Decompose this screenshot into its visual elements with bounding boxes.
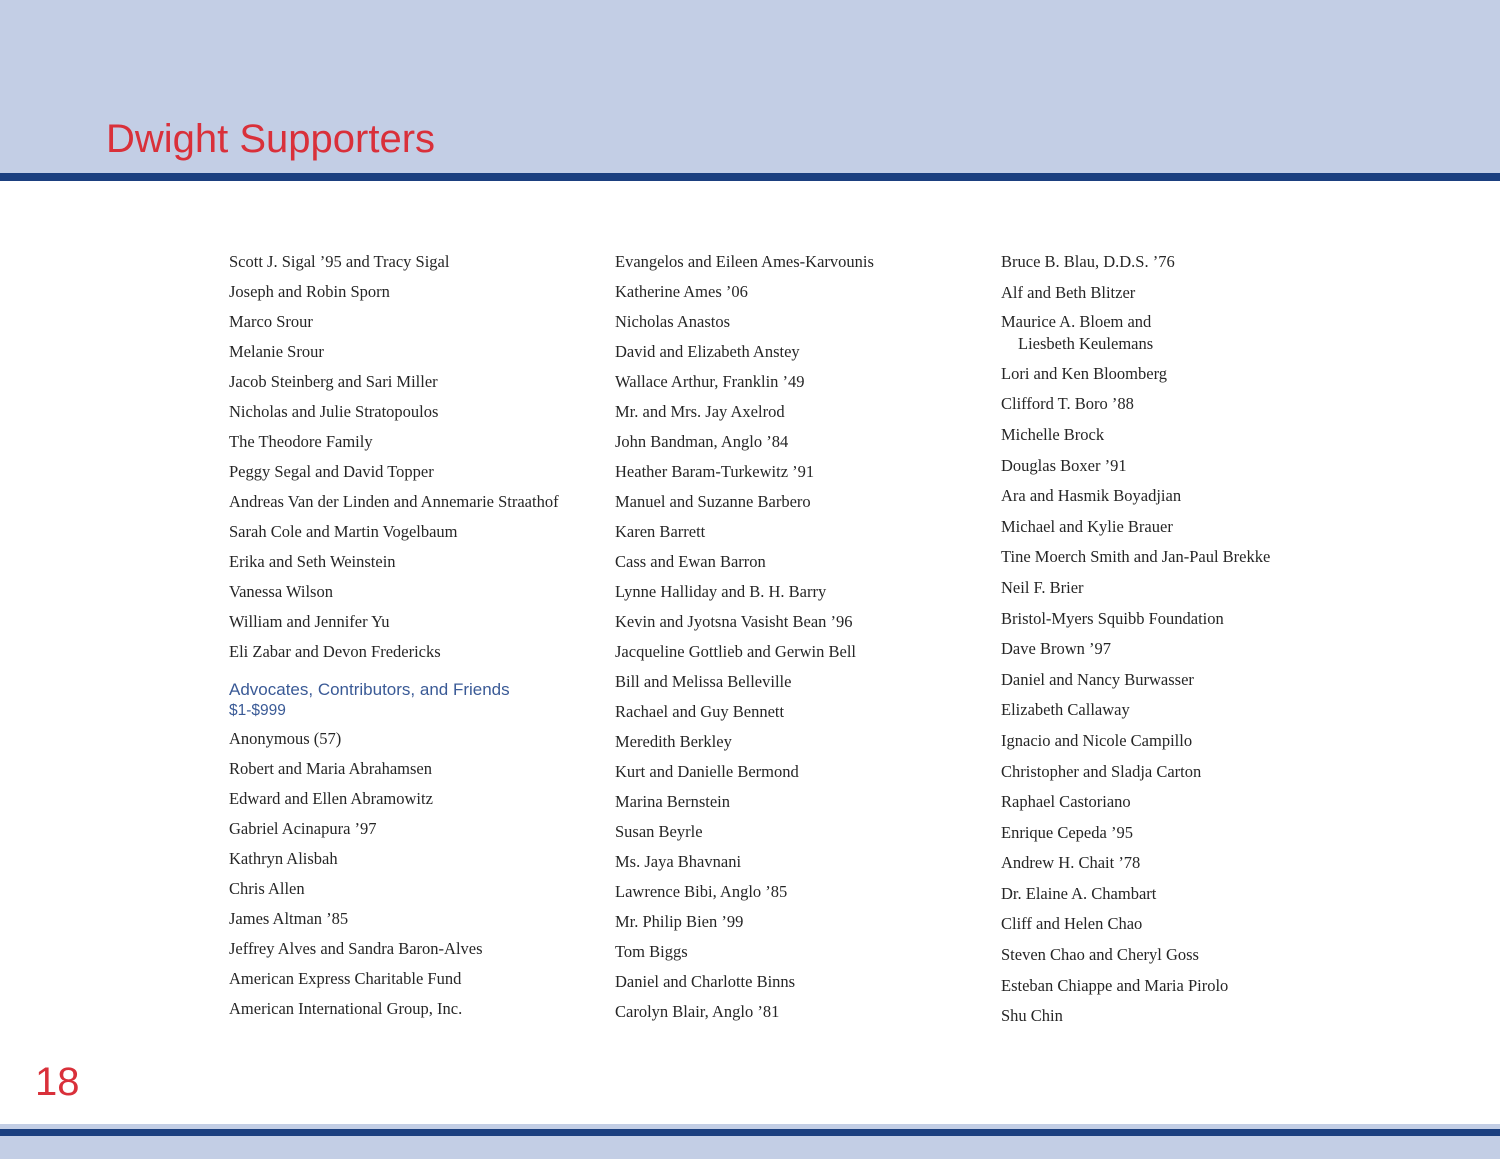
supporter-name: Raphael Castoriano (1001, 792, 1131, 812)
supporter-name: Dr. Elaine A. Chambart (1001, 883, 1157, 903)
supporter-name: Wallace Arthur, Franklin ’49 (615, 372, 805, 391)
supporter-name: Bristol-Myers Squibb Foundation (1001, 608, 1224, 628)
supporter-name: Marina Bernstein (615, 792, 731, 811)
section-heading (229, 679, 599, 721)
supporter-name: Joseph and Robin Sporn (229, 282, 390, 301)
supporter-name: Daniel and Nancy Burwasser (1001, 669, 1194, 689)
supporter-name: Evangelos and Eileen Ames-Karvounis (615, 252, 874, 271)
supporter-name: Daniel and Charlotte Binns (615, 972, 796, 991)
supporter-name: Heather Baram-Turkewitz ’91 (615, 462, 815, 481)
supporter-name: Marco Srour (229, 312, 313, 331)
supporter-name: David and Elizabeth Anstey (615, 342, 800, 361)
supporter-name: Andreas Van der Linden and Annemarie Straathof (229, 492, 559, 511)
supporter-name: Esteban Chiappe and Maria Pirolo (1001, 975, 1229, 995)
supporter-name: Robert and Maria Abrahamsen (229, 759, 432, 778)
supporter-name: Lawrence Bibi, Anglo ’85 (615, 882, 788, 901)
supporters-column-3 (1001, 250, 1421, 1035)
supporter-name: Edward and Ellen Abramowitz (229, 789, 433, 808)
supporter-name: Ara and Hasmik Boyadjian (1001, 486, 1182, 506)
supporter-name: Ignacio and Nicole Campillo (1001, 730, 1193, 750)
supporter-name: Meredith Berkley (615, 732, 732, 751)
supporter-name: Shu Chin (1001, 1006, 1063, 1026)
supporter-name: The Theodore Family (229, 432, 373, 451)
supporter-name: Elizabeth Callaway (1001, 700, 1130, 720)
supporter-name: Gabriel Acinapura ’97 (229, 819, 377, 838)
supporter-name: Alf and Beth Blitzer (1001, 282, 1136, 302)
supporter-name: Kathryn Alisbah (229, 849, 338, 868)
supporter-name: Karen Barrett (615, 522, 706, 541)
supporter-name: Mr. Philip Bien ’99 (615, 912, 744, 931)
supporter-name: Rachael and Guy Bennett (615, 702, 785, 721)
supporter-name: Michael and Kylie Brauer (1001, 516, 1173, 536)
supporter-name: Andrew H. Chait ’78 (1001, 853, 1141, 873)
supporter-name-multiline (1001, 311, 1421, 355)
section-title: Advocates, Contributors, and Friends (229, 680, 510, 699)
supporter-name: Chris Allen (229, 879, 305, 898)
supporter-name: Mr. and Mrs. Jay Axelrod (615, 402, 785, 421)
supporter-name: Jeffrey Alves and Sandra Baron-Alves (229, 939, 483, 958)
supporter-name: Vanessa Wilson (229, 582, 333, 601)
supporter-name: Bill and Melissa Belleville (615, 672, 792, 691)
supporter-name: Kurt and Danielle Bermond (615, 762, 799, 781)
supporter-name: Cliff and Helen Chao (1001, 914, 1143, 934)
supporter-name: Ms. Jaya Bhavnani (615, 852, 742, 871)
supporter-name: Christopher and Sladja Carton (1001, 761, 1202, 781)
page-title: Dwight Supporters (106, 117, 436, 161)
supporter-name: Carolyn Blair, Anglo ’81 (615, 1002, 780, 1021)
supporter-name: Bruce B. Blau, D.D.S. ’76 (1001, 252, 1175, 271)
supporters-column-2 (615, 250, 985, 1030)
supporter-name: Clifford T. Boro ’88 (1001, 394, 1134, 414)
section-range: $1-$999 (229, 702, 286, 719)
supporter-name: Jacqueline Gottlieb and Gerwin Bell (615, 642, 857, 661)
supporter-name: William and Jennifer Yu (229, 612, 390, 631)
supporter-name: Susan Beyrle (615, 822, 703, 841)
supporter-name: Peggy Segal and David Topper (229, 462, 434, 481)
supporters-column-1 (229, 250, 599, 1027)
supporter-name: Manuel and Suzanne Barbero (615, 492, 811, 511)
supporter-name: Enrique Cepeda ’95 (1001, 822, 1133, 842)
supporter-name: Erika and Seth Weinstein (229, 552, 396, 571)
supporter-name: John Bandman, Anglo ’84 (615, 432, 789, 451)
supporter-name: Lynne Halliday and B. H. Barry (615, 582, 827, 601)
supporter-name: Anonymous (57) (229, 729, 342, 748)
supporter-name: Lori and Ken Bloomberg (1001, 363, 1168, 383)
supporter-name: Dave Brown ’97 (1001, 639, 1111, 659)
supporter-name: American International Group, Inc. (229, 999, 463, 1018)
supporter-name: James Altman ’85 (229, 909, 349, 928)
supporter-name: Michelle Brock (1001, 424, 1105, 444)
supporter-name: Nicholas and Julie Stratopoulos (229, 402, 439, 421)
supporter-name: Steven Chao and Cheryl Goss (1001, 945, 1199, 965)
footer-rule (0, 1129, 1500, 1136)
supporter-name: Tine Moerch Smith and Jan-Paul Brekke (1001, 547, 1271, 567)
supporter-name: Melanie Srour (229, 342, 324, 361)
supporter-name: Douglas Boxer ’91 (1001, 455, 1127, 475)
supporter-name: Eli Zabar and Devon Fredericks (229, 642, 441, 661)
supporter-name: Scott J. Sigal ’95 and Tracy Sigal (229, 252, 450, 271)
supporter-name: Tom Biggs (615, 942, 688, 961)
supporter-name: American Express Charitable Fund (229, 969, 462, 988)
supporter-name: Sarah Cole and Martin Vogelbaum (229, 522, 458, 541)
supporter-name: Jacob Steinberg and Sari Miller (229, 372, 438, 391)
supporter-name: Katherine Ames ’06 (615, 282, 748, 301)
supporter-name-continuation: Liesbeth Keulemans (1018, 334, 1154, 354)
header-rule (0, 173, 1500, 181)
page-number: 18 (35, 1060, 80, 1104)
supporter-name: Kevin and Jyotsna Vasisht Bean ’96 (615, 612, 853, 631)
supporter-name: Cass and Ewan Barron (615, 552, 766, 571)
supporter-name: Nicholas Anastos (615, 312, 731, 331)
supporter-name-line: Maurice A. Bloem and (1001, 312, 1152, 332)
supporter-name: Neil F. Brier (1001, 577, 1084, 597)
